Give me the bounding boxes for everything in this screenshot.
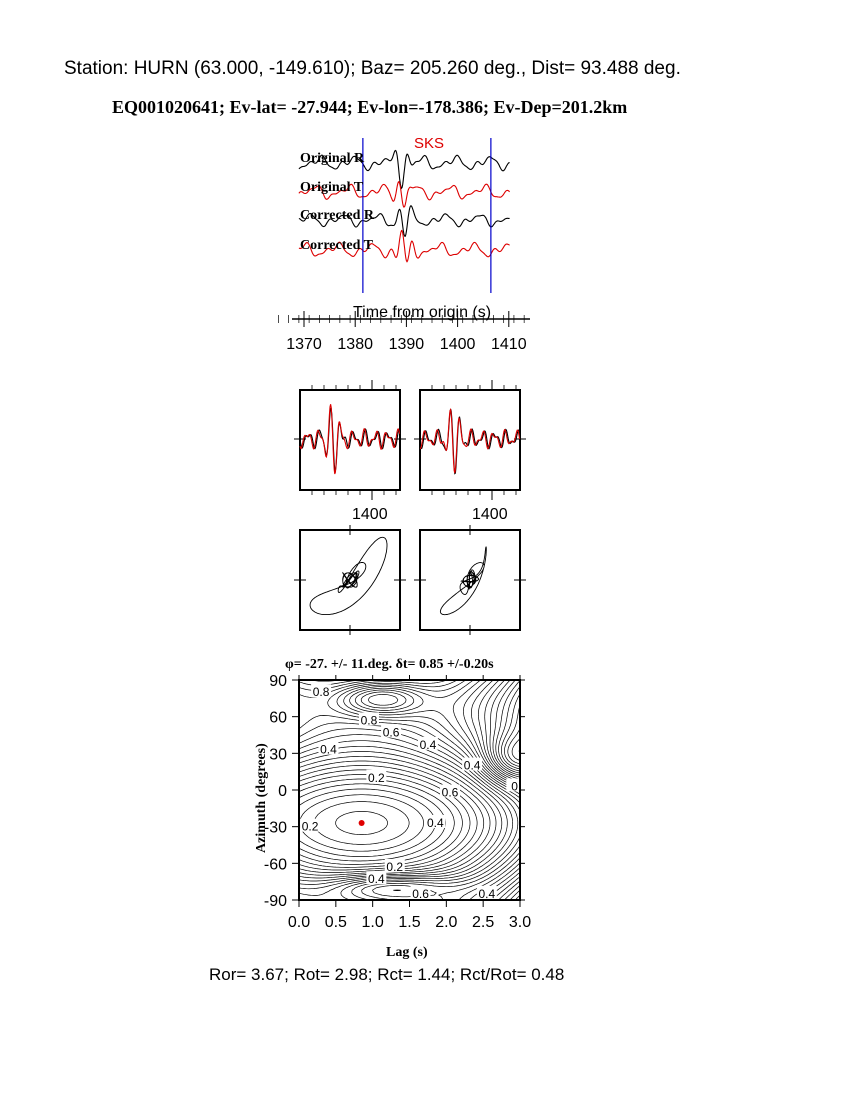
contour-label: 0.4	[478, 886, 496, 901]
contour-label: 0.4	[426, 816, 444, 830]
contour-label: 0.2	[301, 819, 319, 834]
contour-label: 0.8	[312, 685, 330, 700]
azimuth-tick-label: 0	[278, 783, 287, 800]
time-tick-label-1370: 1370	[286, 336, 322, 353]
lag-tick-label: 1.5	[398, 914, 421, 931]
time-tick-label-1380: 1380	[337, 336, 373, 353]
azimuth-tick-label: 30	[269, 746, 287, 764]
contour-label: 0.4	[419, 737, 437, 752]
contour-isolines	[299, 680, 520, 900]
contour-label: 0.4	[463, 758, 481, 773]
energy-ratios: Ror= 3.67; Rot= 2.98; Rct= 1.44; Rct/Rot= 0.48	[209, 965, 565, 984]
time-tick-label-1410: 1410	[491, 336, 527, 353]
contour-label: 0.6	[441, 785, 459, 800]
contour-label: 0.2	[368, 770, 385, 785]
contour-label: 0.8	[360, 713, 378, 728]
particle-box-right	[420, 530, 520, 630]
particle-motion-panel	[294, 525, 526, 635]
contour-label: 0.2	[386, 860, 404, 874]
azimuth-tick-label: -30	[263, 819, 287, 837]
best-fit-marker	[359, 820, 365, 826]
contour-lines	[299, 680, 520, 900]
time-tick-label-1390: 1390	[388, 336, 425, 353]
trace-label-corrected-t: Corrected T	[300, 238, 373, 253]
lag-tick-label: 3.0	[508, 914, 532, 931]
trace-label-original-t: Original T	[300, 180, 364, 195]
contour-label: 0.4	[368, 872, 385, 887]
trace-label-original-r: Original R	[300, 151, 365, 166]
lag-tick-label: 0.0	[287, 914, 311, 931]
window-tick-right: 1400	[472, 506, 508, 523]
contour-label: 0.	[511, 779, 522, 794]
splitting-result-title: φ= -27. +/- 11.deg. δt= 0.85 +/-0.20s	[285, 657, 494, 672]
lag-tick-label: 1.0	[361, 914, 384, 931]
particle-motion-trace	[440, 547, 486, 615]
station-info: Station: HURN (63.000, -149.610); Baz= 205.260 deg., Dist= 93.488 deg.	[64, 58, 681, 79]
waveform-panel	[278, 135, 530, 353]
azimuth-axis-label: Azimuth (degrees)	[254, 743, 269, 853]
contour-label: 0.6	[382, 725, 400, 740]
lag-tick-label: 2.5	[472, 914, 495, 931]
windowed-waveform-panel	[294, 380, 526, 523]
time-axis-label: Time from origin (s)	[353, 304, 492, 321]
waveform-labels	[300, 135, 444, 253]
time-tick-label-1400: 1400	[439, 336, 476, 353]
contour-panel	[254, 657, 531, 960]
event-info: EQ001020641; Ev-lat= -27.944; Ev-lon=-178.386; Ev-Dep=201.2km	[112, 97, 628, 117]
azimuth-tick-label: 60	[269, 709, 287, 727]
window-tick-left: 1400	[352, 506, 388, 523]
lag-axis-label: Lag (s)	[386, 945, 428, 960]
phase-label-sks: SKS	[414, 135, 445, 152]
lag-tick-label: 0.5	[324, 914, 347, 931]
particle-motion-trace	[310, 537, 387, 614]
azimuth-tick-label: -60	[263, 856, 287, 874]
azimuth-tick-label: 90	[269, 673, 287, 690]
trace-label-corrected-r: Corrected R	[300, 208, 374, 223]
lag-tick-label: 2.0	[435, 914, 458, 931]
particle-motion-traces	[294, 525, 526, 635]
azimuth-tick-label: -90	[263, 893, 287, 910]
windowed-traces	[294, 380, 526, 500]
contour-label: 0.4	[320, 742, 337, 757]
contour-label: 0.6	[412, 886, 429, 901]
time-axis	[278, 304, 530, 353]
